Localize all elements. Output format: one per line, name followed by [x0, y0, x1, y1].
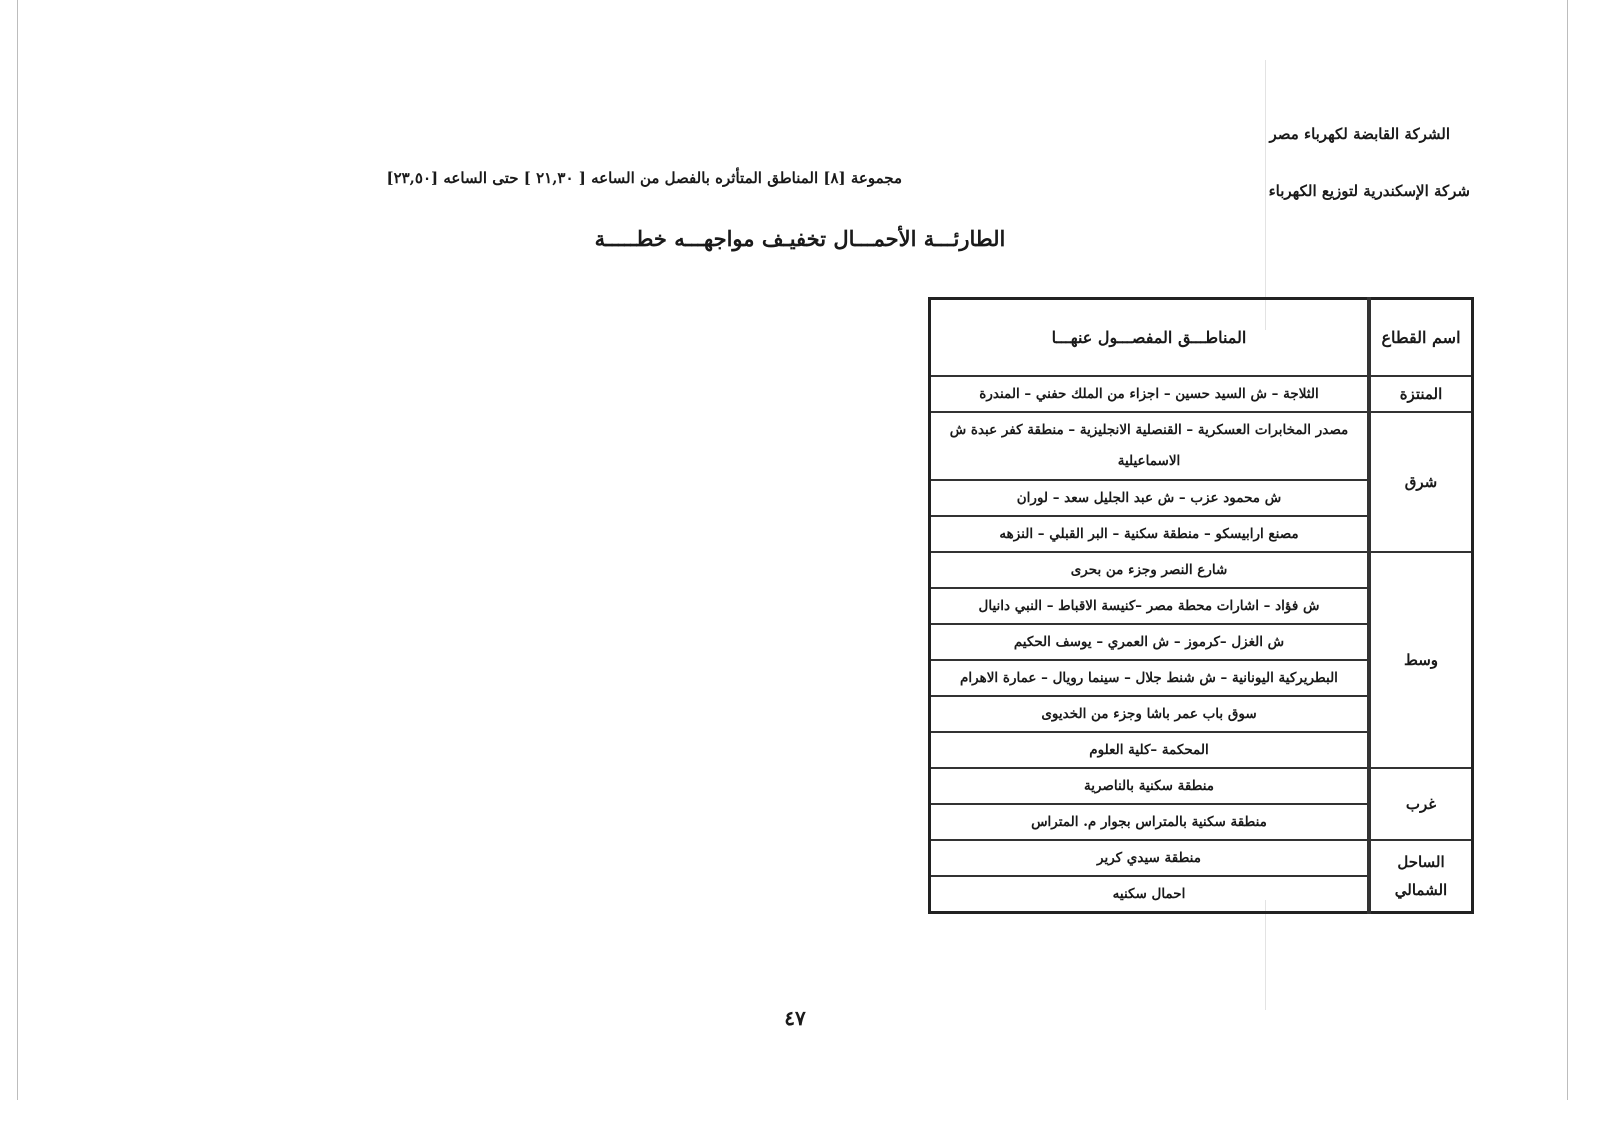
area-cell: الثلاجة – ش السيد حسين – اجزاء من الملك حفني – المندرة [930, 376, 1370, 412]
table-row [930, 412, 1473, 480]
table-row [930, 552, 1473, 588]
group-schedule-line: مجموعة [٨] المناطق المتأثره بالفصل من الساعه [ ٢١,٣٠ ] حتى الساعه [٢٣,٥٠] [386, 169, 902, 187]
page-number: ٤٧ [784, 1006, 806, 1030]
binding-line [1265, 900, 1266, 1010]
table-header-row [930, 299, 1473, 377]
page-edge-left [17, 0, 18, 1100]
sector-cell: وسط [1369, 552, 1473, 768]
area-cell: ش محمود عزب – ش عبد الجليل سعد – لوران [930, 480, 1370, 516]
area-cell: مصدر المخابرات العسكرية – القنصلية الانجليزية – منطقة كفر عبدة ش الاسماعيلية [930, 412, 1370, 480]
sector-line: الساحل [1397, 853, 1445, 871]
table-row [930, 376, 1473, 412]
area-cell: ش الغزل –كرموز – ش العمري – يوسف الحكيم [930, 624, 1370, 660]
area-cell: ش فؤاد – اشارات محطة مصر –كنيسة الاقباط – النبي دانيال [930, 588, 1370, 624]
area-cell: منطقة سكنية بالناصرية [930, 768, 1370, 804]
title-word: الطارئـــة [923, 226, 1006, 251]
binding-line [1265, 60, 1266, 330]
sector-line: الشمالي [1394, 881, 1448, 899]
title-word: خطـــــة [594, 226, 667, 251]
sector-column-header: اسم القطاع [1369, 299, 1473, 377]
area-cell: المحكمة –كلية العلوم [930, 732, 1370, 768]
area-cell: سوق باب عمر باشا وجزء من الخديوى [930, 696, 1370, 732]
title-word: مواجهـــه [674, 226, 755, 251]
area-cell: منطقة سكنية بالمتراس بجوار م. المتراس [930, 804, 1370, 840]
sector-cell: شرق [1369, 412, 1473, 552]
area-cell: شارع النصر وجزء من بحرى [930, 552, 1370, 588]
title-word: الأحمـــال [833, 226, 917, 251]
areas-column-header: المناطـــق المفصـــول عنهـــا [930, 299, 1370, 377]
table-row [930, 840, 1473, 876]
area-cell: مصنع ارابيسكو – منطقة سكنية – البر القبلي – النزهه [930, 516, 1370, 552]
area-cell: احمال سكنيه [930, 876, 1370, 913]
table-row [930, 768, 1473, 804]
title-word: تخفيـف [761, 226, 827, 251]
page-edge-right [1567, 0, 1568, 1100]
area-cell: منطقة سيدي كرير [930, 840, 1370, 876]
sector-cell: غرب [1369, 768, 1473, 840]
plan-title [560, 226, 1040, 251]
areas-table [928, 297, 1474, 914]
sector-cell: المنتزة [1369, 376, 1473, 412]
distribution-company-name: شركة الإسكندرية لتوزيع الكهرباء [1268, 182, 1470, 200]
sector-cell [1369, 840, 1473, 913]
area-cell: البطريركية اليونانية – ش شنط جلال – سينما رويال – عمارة الاهرام [930, 660, 1370, 696]
holding-company-name: الشركة القابضة لكهرباء مصر [1269, 125, 1450, 143]
